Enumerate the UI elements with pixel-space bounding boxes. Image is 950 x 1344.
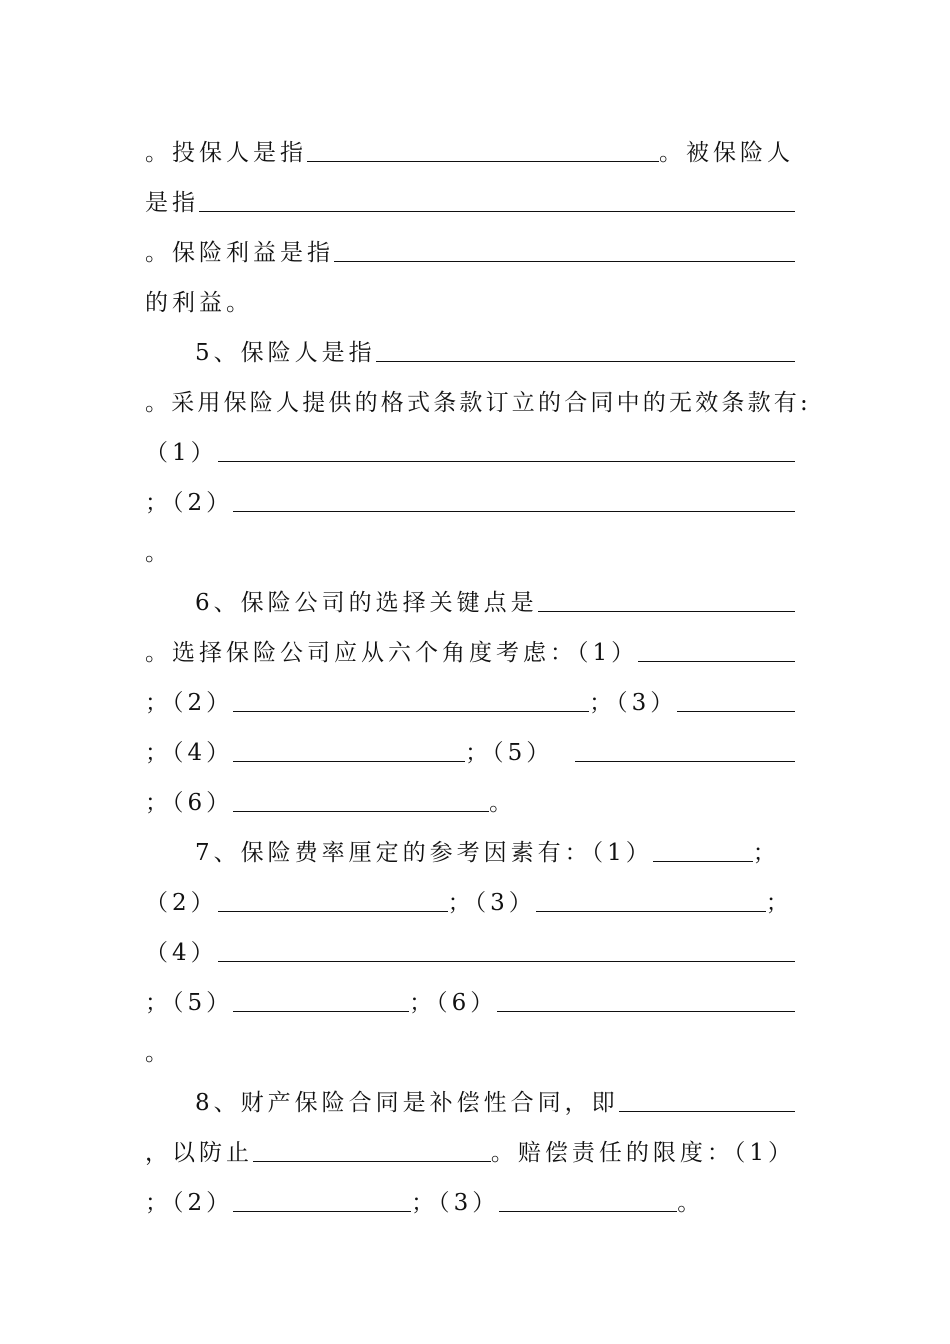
line-q6 <box>145 580 795 620</box>
blank-clause-1[interactable] <box>218 460 795 462</box>
line-factor-4 <box>145 930 795 970</box>
line-invalid-clauses <box>145 380 811 420</box>
line-prevent <box>145 1130 795 1170</box>
blank-insurable-interest[interactable] <box>334 260 795 262</box>
blank-angle-5[interactable] <box>575 760 795 762</box>
text-policyholder: 。投保人是指 <box>145 140 307 166</box>
blank-factor-3[interactable] <box>536 910 766 912</box>
text-factor-6: ；（6） <box>409 990 498 1016</box>
blank-factor-6[interactable] <box>497 1010 795 1012</box>
text-q6: 6、保险公司的选择关键点是 <box>195 590 538 616</box>
line-q7 <box>145 830 795 870</box>
text-angle-2: ；（2） <box>145 690 234 716</box>
line-factor-end <box>145 1030 795 1070</box>
text-six-angles: 。选择保险公司应从六个角度考虑：（1） <box>145 640 639 666</box>
text-q5: 5、保险人是指 <box>195 340 376 366</box>
text-clause-end: 。 <box>145 540 172 566</box>
text-factor-5: ；（5） <box>145 990 234 1016</box>
line-factors-2-3 <box>145 880 795 920</box>
blank-prevent[interactable] <box>253 1160 491 1162</box>
text-angle-6-end: 。 <box>489 790 517 816</box>
text-limit-end: 。 <box>677 1190 705 1216</box>
line-angles-2-3 <box>145 680 795 720</box>
text-clause-2: ；（2） <box>145 490 234 516</box>
blank-insured[interactable] <box>199 210 795 212</box>
blank-clause-2[interactable] <box>233 510 795 512</box>
text-limit-3: ；（3） <box>411 1190 500 1216</box>
blank-angle-3[interactable] <box>677 710 795 712</box>
text-insured: 。被保险人 <box>659 140 794 166</box>
blank-policyholder[interactable] <box>307 160 659 162</box>
text-liability-limit: 。赔偿责任的限度：（1） <box>490 1140 795 1166</box>
line-q8 <box>145 1080 795 1120</box>
line-q5 <box>145 330 795 370</box>
blank-insurer[interactable] <box>376 360 795 362</box>
line-interest-end <box>145 280 795 320</box>
blank-factor-5[interactable] <box>233 1010 409 1012</box>
text-limit-2: ；（2） <box>145 1190 234 1216</box>
text-q7: 7、保险费率厘定的参考因素有：（1） <box>195 840 653 866</box>
blank-angle-6[interactable] <box>233 810 489 812</box>
line-clause-end <box>145 530 795 570</box>
blank-limit-2[interactable] <box>233 1210 411 1212</box>
line-six-angles <box>145 630 795 670</box>
line-clause-1 <box>145 430 795 470</box>
blank-factor-1[interactable] <box>653 860 753 862</box>
text-factor-1-end: ； <box>752 840 780 866</box>
line-clause-2 <box>145 480 795 520</box>
text-factor-3: ；（3） <box>447 890 536 916</box>
line-angles-4-5 <box>145 730 795 770</box>
text-angle-6: ；（6） <box>145 790 234 816</box>
text-factor-4: （4） <box>145 940 218 966</box>
blank-compensation[interactable] <box>619 1110 795 1112</box>
text-angle-4: ；（4） <box>145 740 234 766</box>
line-angle-6 <box>145 780 795 820</box>
line-limits-2-3 <box>145 1180 795 1220</box>
text-prevent: ，以防止 <box>145 1140 253 1166</box>
blank-angle-2[interactable] <box>233 710 589 712</box>
text-interest-end: 的利益。 <box>145 290 253 316</box>
text-insured-def: 是指 <box>145 190 199 216</box>
line-insured <box>145 180 795 220</box>
blank-factor-2[interactable] <box>218 910 448 912</box>
text-factor-3-end: ； <box>765 890 793 916</box>
text-angle-5: ；（5） <box>465 740 554 766</box>
line-factors-5-6 <box>145 980 795 1020</box>
text-angle-3: ；（3） <box>589 690 678 716</box>
text-invalid-clauses: 。采用保险人提供的格式条款订立的合同中的无效条款有: <box>145 390 811 416</box>
blank-key-point[interactable] <box>538 610 795 612</box>
blank-limit-3[interactable] <box>499 1210 677 1212</box>
text-factor-2: （2） <box>145 890 218 916</box>
text-q8: 8、财产保险合同是补偿性合同，即 <box>195 1090 619 1116</box>
blank-factor-4[interactable] <box>218 960 795 962</box>
text-clause-1: （1） <box>145 440 218 466</box>
line-insurable-interest <box>145 230 795 270</box>
text-factor-end: 。 <box>145 1040 172 1066</box>
blank-angle-1[interactable] <box>638 660 795 662</box>
line-policyholder <box>145 130 795 170</box>
text-insurable-interest: 。保险利益是指 <box>145 240 334 266</box>
blank-angle-4[interactable] <box>233 760 465 762</box>
